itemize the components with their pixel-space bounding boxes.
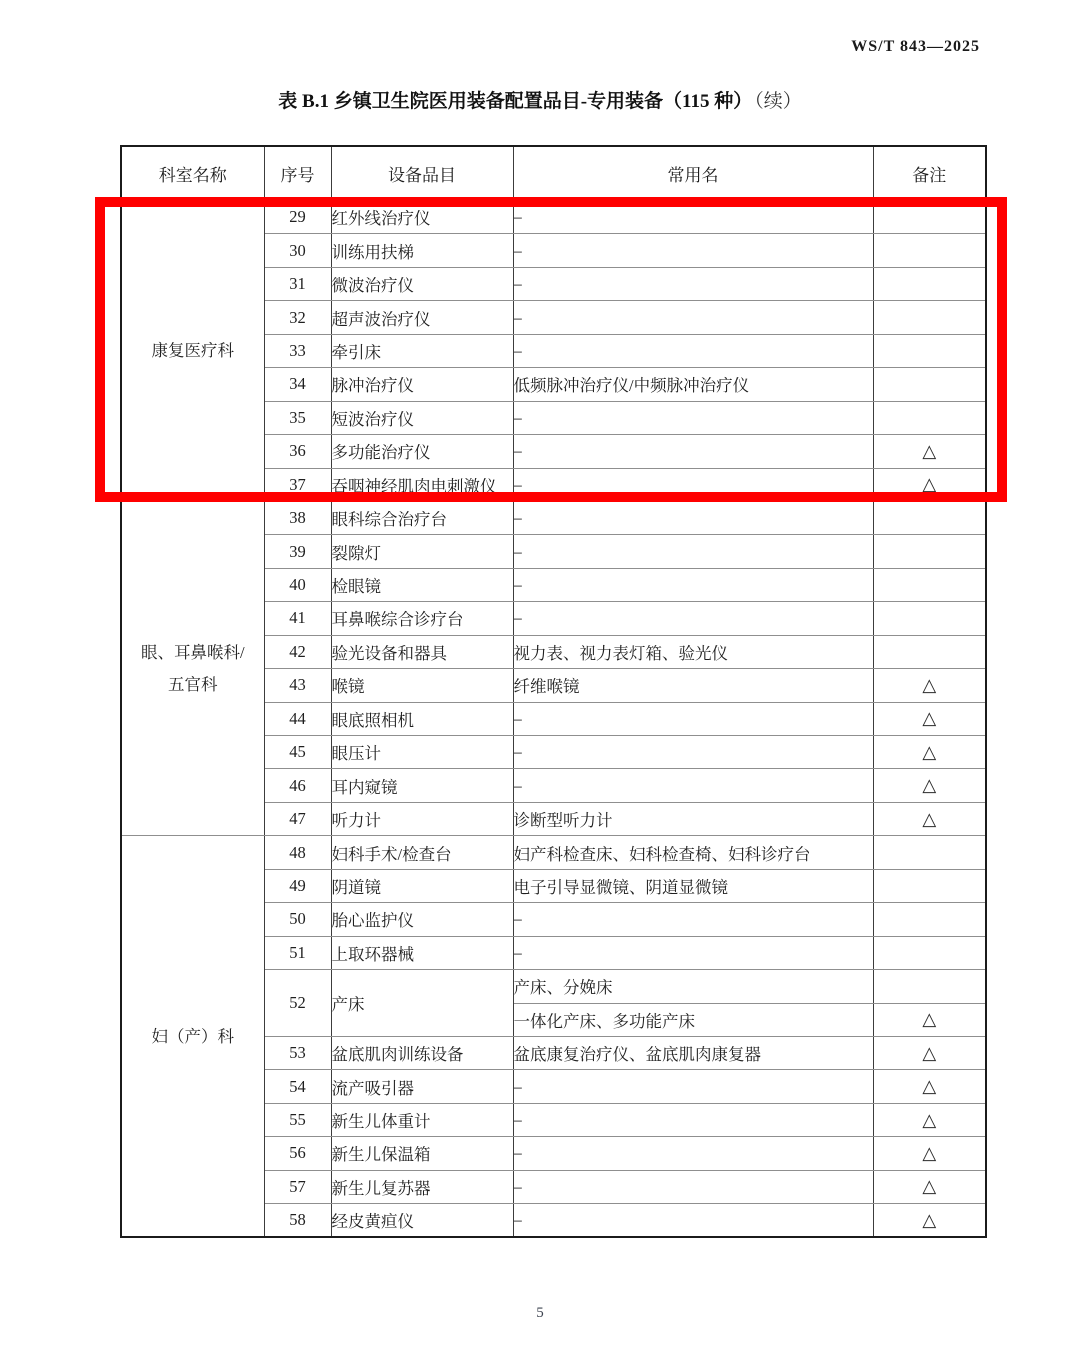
common-name-cell: –	[513, 568, 873, 601]
common-name-cell: 一体化产床、多功能产床	[513, 1003, 873, 1036]
equipment-item-cell: 耳鼻喉综合诊疗台	[331, 602, 513, 635]
remark-cell	[873, 501, 986, 534]
common-name-cell: –	[513, 435, 873, 468]
serial-number-cell: 35	[264, 401, 331, 434]
serial-number-cell: 50	[264, 903, 331, 936]
equipment-table-body	[121, 201, 986, 1238]
equipment-item-cell: 裂隙灯	[331, 535, 513, 568]
table-row	[121, 501, 986, 534]
remark-cell	[873, 568, 986, 601]
common-name-cell: –	[513, 702, 873, 735]
equipment-item-cell: 检眼镜	[331, 568, 513, 601]
serial-number-cell: 30	[264, 234, 331, 267]
equipment-item-cell: 训练用扶梯	[331, 234, 513, 267]
remark-cell	[873, 401, 986, 434]
remark-cell	[873, 334, 986, 367]
serial-number-cell: 56	[264, 1137, 331, 1170]
serial-number-cell: 49	[264, 869, 331, 902]
serial-number-cell: 57	[264, 1170, 331, 1203]
serial-number-cell: 46	[264, 769, 331, 802]
remark-cell	[873, 201, 986, 234]
department-cell: 妇（产）科	[121, 836, 264, 1237]
remark-cell: △	[873, 1137, 986, 1170]
table-row	[121, 836, 986, 869]
equipment-item-cell: 新生儿复苏器	[331, 1170, 513, 1203]
table-title	[0, 86, 1080, 113]
common-name-cell: –	[513, 1204, 873, 1237]
equipment-item-cell: 阴道镜	[331, 869, 513, 902]
common-name-cell: –	[513, 468, 873, 501]
column-header: 科室名称	[121, 146, 264, 201]
equipment-item-cell: 新生儿体重计	[331, 1103, 513, 1136]
column-header: 备注	[873, 146, 986, 201]
common-name-cell: –	[513, 903, 873, 936]
common-name-cell: 电子引导显微镜、阴道显微镜	[513, 869, 873, 902]
remark-cell	[873, 869, 986, 902]
common-name-cell: 妇产科检查床、妇科检查椅、妇科诊疗台	[513, 836, 873, 869]
remark-cell	[873, 903, 986, 936]
equipment-item-cell: 耳内窥镜	[331, 769, 513, 802]
serial-number-cell: 52	[264, 970, 331, 1037]
remark-cell: △	[873, 802, 986, 835]
remark-cell	[873, 970, 986, 1003]
common-name-cell: 产床、分娩床	[513, 970, 873, 1003]
remark-cell	[873, 234, 986, 267]
table-row	[121, 201, 986, 234]
remark-cell: △	[873, 1070, 986, 1103]
common-name-cell: 盆底康复治疗仪、盆底肌肉康复器	[513, 1036, 873, 1069]
serial-number-cell: 45	[264, 736, 331, 769]
serial-number-cell: 29	[264, 201, 331, 234]
serial-number-cell: 38	[264, 501, 331, 534]
remark-cell: △	[873, 435, 986, 468]
remark-cell: △	[873, 769, 986, 802]
serial-number-cell: 44	[264, 702, 331, 735]
remark-cell	[873, 602, 986, 635]
common-name-cell: 纤维喉镜	[513, 669, 873, 702]
equipment-item-cell: 眼底照相机	[331, 702, 513, 735]
remark-cell	[873, 635, 986, 668]
common-name-cell: –	[513, 936, 873, 969]
equipment-item-cell: 验光设备和器具	[331, 635, 513, 668]
serial-number-cell: 58	[264, 1204, 331, 1237]
equipment-item-cell: 产床	[331, 970, 513, 1037]
remark-cell	[873, 368, 986, 401]
serial-number-cell: 53	[264, 1036, 331, 1069]
table-title-continued: （续）	[754, 91, 802, 112]
equipment-item-cell: 微波治疗仪	[331, 267, 513, 300]
equipment-table-head	[121, 146, 986, 201]
common-name-cell: –	[513, 501, 873, 534]
equipment-item-cell: 吞咽神经肌肉电刺激仪	[331, 468, 513, 501]
serial-number-cell: 36	[264, 435, 331, 468]
remark-cell	[873, 836, 986, 869]
serial-number-cell: 48	[264, 836, 331, 869]
remark-cell	[873, 301, 986, 334]
remark-cell: △	[873, 468, 986, 501]
equipment-item-cell: 盆底肌肉训练设备	[331, 1036, 513, 1069]
equipment-item-cell: 眼压计	[331, 736, 513, 769]
common-name-cell: –	[513, 736, 873, 769]
column-header: 设备品目	[331, 146, 513, 201]
serial-number-cell: 40	[264, 568, 331, 601]
serial-number-cell: 31	[264, 267, 331, 300]
equipment-item-cell: 眼科综合治疗台	[331, 501, 513, 534]
serial-number-cell: 51	[264, 936, 331, 969]
equipment-item-cell: 经皮黄疸仪	[331, 1204, 513, 1237]
equipment-item-cell: 胎心监护仪	[331, 903, 513, 936]
equipment-table	[120, 145, 987, 1238]
equipment-item-cell: 听力计	[331, 802, 513, 835]
common-name-cell: 低频脉冲治疗仪/中频脉冲治疗仪	[513, 368, 873, 401]
equipment-item-cell: 新生儿保温箱	[331, 1137, 513, 1170]
equipment-item-cell: 上取环器械	[331, 936, 513, 969]
common-name-cell: 视力表、视力表灯箱、验光仪	[513, 635, 873, 668]
equipment-item-cell: 红外线治疗仪	[331, 201, 513, 234]
remark-cell: △	[873, 1204, 986, 1237]
equipment-table-wrap	[120, 145, 985, 1238]
header-row	[121, 146, 986, 201]
remark-cell: △	[873, 669, 986, 702]
common-name-cell: –	[513, 1103, 873, 1136]
remark-cell	[873, 936, 986, 969]
equipment-item-cell: 短波治疗仪	[331, 401, 513, 434]
department-cell: 眼、耳鼻喉科/ 五官科	[121, 501, 264, 835]
common-name-cell: –	[513, 769, 873, 802]
equipment-item-cell: 妇科手术/检查台	[331, 836, 513, 869]
department-cell: 康复医疗科	[121, 201, 264, 502]
column-header: 常用名	[513, 146, 873, 201]
common-name-cell: –	[513, 1070, 873, 1103]
standard-code: WS/T 843—2025	[851, 38, 980, 55]
common-name-cell: –	[513, 234, 873, 267]
serial-number-cell: 43	[264, 669, 331, 702]
equipment-item-cell: 流产吸引器	[331, 1070, 513, 1103]
serial-number-cell: 47	[264, 802, 331, 835]
common-name-cell: –	[513, 401, 873, 434]
remark-cell	[873, 267, 986, 300]
equipment-item-cell: 脉冲治疗仪	[331, 368, 513, 401]
equipment-item-cell: 超声波治疗仪	[331, 301, 513, 334]
serial-number-cell: 54	[264, 1070, 331, 1103]
common-name-cell: –	[513, 201, 873, 234]
remark-cell: △	[873, 1170, 986, 1203]
common-name-cell: –	[513, 301, 873, 334]
common-name-cell: –	[513, 1170, 873, 1203]
remark-cell: △	[873, 736, 986, 769]
equipment-item-cell: 喉镜	[331, 669, 513, 702]
common-name-cell: –	[513, 267, 873, 300]
equipment-item-cell: 多功能治疗仪	[331, 435, 513, 468]
table-title-main: 表 B.1 乡镇卫生院医用装备配置品目-专用装备（115 种）	[278, 91, 753, 112]
column-header: 序号	[264, 146, 331, 201]
page-number: 5	[536, 1305, 544, 1321]
equipment-item-cell: 牵引床	[331, 334, 513, 367]
common-name-cell: –	[513, 334, 873, 367]
remark-cell: △	[873, 1103, 986, 1136]
remark-cell: △	[873, 1003, 986, 1036]
common-name-cell: 诊断型听力计	[513, 802, 873, 835]
remark-cell	[873, 535, 986, 568]
serial-number-cell: 42	[264, 635, 331, 668]
common-name-cell: –	[513, 535, 873, 568]
serial-number-cell: 55	[264, 1103, 331, 1136]
serial-number-cell: 33	[264, 334, 331, 367]
common-name-cell: –	[513, 602, 873, 635]
remark-cell: △	[873, 702, 986, 735]
serial-number-cell: 34	[264, 368, 331, 401]
serial-number-cell: 32	[264, 301, 331, 334]
remark-cell: △	[873, 1036, 986, 1069]
serial-number-cell: 37	[264, 468, 331, 501]
serial-number-cell: 39	[264, 535, 331, 568]
serial-number-cell: 41	[264, 602, 331, 635]
common-name-cell: –	[513, 1137, 873, 1170]
